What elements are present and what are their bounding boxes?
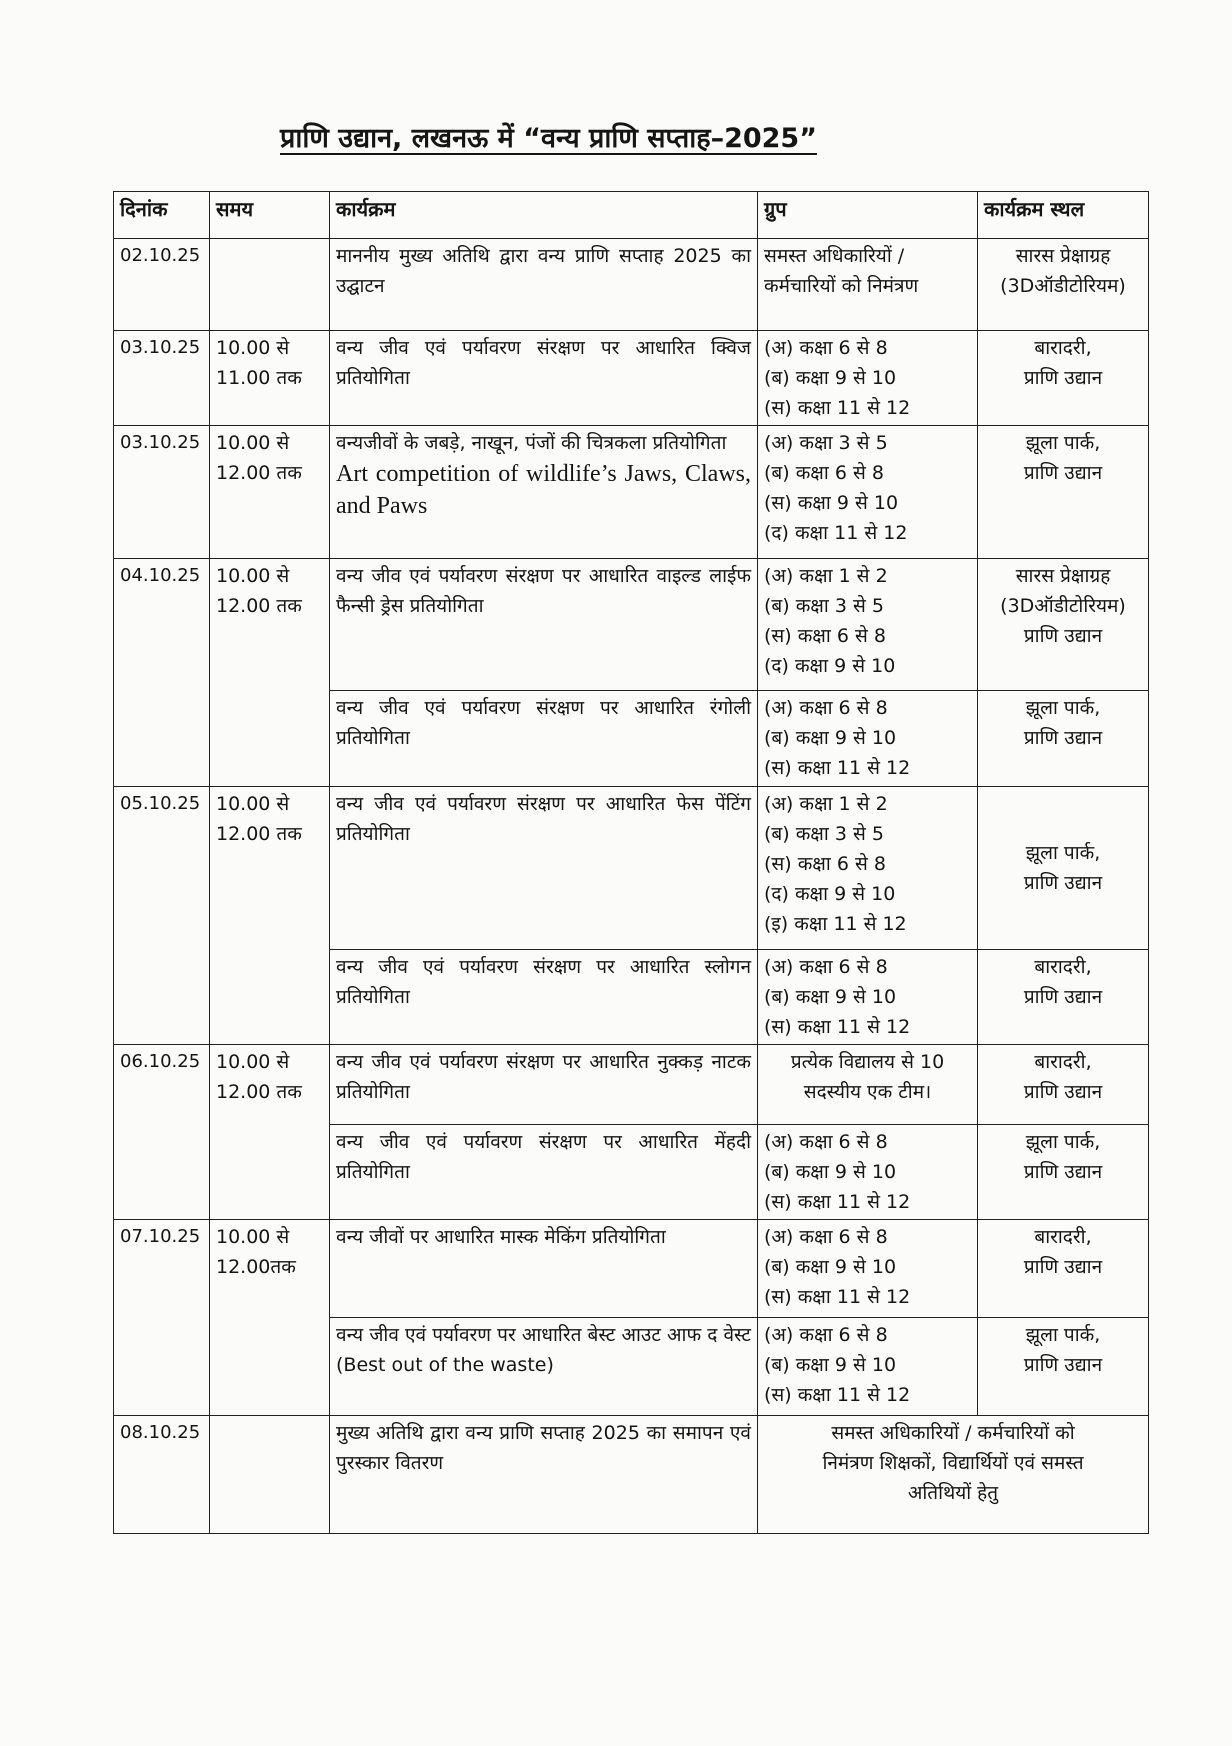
venue-cell <box>978 950 1149 1045</box>
group-line: (स) कक्षा 11 से 12 <box>764 1286 911 1308</box>
venue-cell <box>978 1318 1149 1416</box>
venue-line: झूला पार्क, <box>1025 842 1101 864</box>
program-cell: वन्य जीव एवं पर्यावरण संरक्षण पर आधारित स्लोगन प्रतियोगिता <box>330 950 758 1045</box>
group-line: (अ) कक्षा 6 से 8 <box>764 337 888 359</box>
group-cell <box>758 1318 978 1416</box>
program-cell: वन्य जीवों पर आधारित मास्क मेकिंग प्रतियोगिता <box>330 1220 758 1318</box>
venue-cell <box>978 787 1149 950</box>
group-line: (ब) कक्षा 3 से 5 <box>764 823 884 845</box>
program-cell: वन्य जीव एवं पर्यावरण संरक्षण पर आधारित रंगोली प्रतियोगिता <box>330 691 758 787</box>
group-cell <box>758 426 978 559</box>
venue-line: प्राणि उद्यान <box>1023 462 1103 484</box>
venue-line: प्राणि उद्यान <box>1023 1081 1103 1103</box>
group-line: (ब) कक्षा 9 से 10 <box>764 1354 897 1376</box>
venue-line: (3Dऑडीटोरियम) <box>1000 275 1126 297</box>
program-cell: वन्य जीव एवं पर्यावरण संरक्षण पर आधारित फेस पेंटिंग प्रतियोगिता <box>330 787 758 950</box>
group-line: समस्त अधिकारियों / <box>764 245 905 267</box>
schedule-table <box>113 191 1149 1534</box>
venue-line: प्राणि उद्यान <box>1023 1354 1103 1376</box>
venue-line: झूला पार्क, <box>1025 1131 1101 1153</box>
date-cell: 05.10.25 <box>114 787 210 1045</box>
program-cell <box>330 426 758 559</box>
group-line: (अ) कक्षा 1 से 2 <box>764 793 888 815</box>
header-group: ग्रुप <box>758 192 978 239</box>
group-line: (ब) कक्षा 3 से 5 <box>764 595 884 617</box>
venue-cell <box>978 426 1149 559</box>
group-line: (अ) कक्षा 6 से 8 <box>764 1131 888 1153</box>
group-line: (ब) कक्षा 6 से 8 <box>764 462 884 484</box>
table-row <box>114 1220 1149 1318</box>
program-cell: वन्य जीव एवं पर्यावरण संरक्षण पर आधारित मेंहदी प्रतियोगिता <box>330 1125 758 1220</box>
group-line: प्रत्येक विद्यालय से 10 <box>790 1051 945 1073</box>
time-cell: 10.00 से 12.00 तक <box>210 559 330 787</box>
group-venue-line: निमंत्रण शिक्षकों, विद्यार्थियों एवं समस्त <box>822 1452 1084 1474</box>
venue-cell <box>978 691 1149 787</box>
venue-line: सारस प्रेक्षाग्रह <box>1015 565 1111 587</box>
table-row <box>114 426 1149 559</box>
group-line: (अ) कक्षा 6 से 8 <box>764 956 888 978</box>
venue-line: बारादरी, <box>1034 337 1092 359</box>
time-cell: 10.00 से 11.00 तक <box>210 331 330 426</box>
program-cell: मुख्य अतिथि द्वारा वन्य प्राणि सप्ताह 2025 का समापन एवं पुरस्कार वितरण <box>330 1416 758 1534</box>
group-line: (ब) कक्षा 9 से 10 <box>764 727 897 749</box>
date-cell: 06.10.25 <box>114 1045 210 1220</box>
venue-line: प्राणि उद्यान <box>1023 625 1103 647</box>
group-line: (स) कक्षा 9 से 10 <box>764 492 899 514</box>
group-cell <box>758 787 978 950</box>
table-row <box>114 239 1149 331</box>
program-cell: वन्य जीव एवं पर्यावरण संरक्षण पर आधारित क्विज प्रतियोगिता <box>330 331 758 426</box>
venue-line: प्राणि उद्यान <box>1023 872 1103 894</box>
venue-line: झूला पार्क, <box>1025 432 1101 454</box>
group-line: (द) कक्षा 11 से 12 <box>764 522 908 544</box>
table-row <box>114 1416 1149 1534</box>
date-cell: 03.10.25 <box>114 331 210 426</box>
date-cell: 08.10.25 <box>114 1416 210 1534</box>
group-venue-line: समस्त अधिकारियों / कर्मचारियों को <box>831 1422 1075 1444</box>
program-cell: माननीय मुख्य अतिथि द्वारा वन्य प्राणि सप्ताह 2025 का उद्घाटन <box>330 239 758 331</box>
time-cell <box>210 239 330 331</box>
table-row <box>114 331 1149 426</box>
venue-line: सारस प्रेक्षाग्रह <box>1015 245 1111 267</box>
group-cell <box>758 1045 978 1125</box>
time-cell: 10.00 से 12.00तक <box>210 1220 330 1416</box>
header-venue: कार्यक्रम स्थल <box>978 192 1149 239</box>
group-cell <box>758 950 978 1045</box>
venue-line: प्राणि उद्यान <box>1023 986 1103 1008</box>
group-cell <box>758 1220 978 1318</box>
date-cell: 02.10.25 <box>114 239 210 331</box>
group-line: (ब) कक्षा 9 से 10 <box>764 367 897 389</box>
header-program: कार्यक्रम <box>330 192 758 239</box>
group-venue-cell <box>758 1416 1149 1534</box>
date-cell: 07.10.25 <box>114 1220 210 1416</box>
group-cell <box>758 559 978 691</box>
group-line: (अ) कक्षा 6 से 8 <box>764 697 888 719</box>
group-line: (अ) कक्षा 6 से 8 <box>764 1324 888 1346</box>
group-line: (स) कक्षा 11 से 12 <box>764 1016 911 1038</box>
program-text: वन्यजीवों के जबड़े, नाखून, पंजों की चित्रकला प्रतियोगिता <box>336 432 727 454</box>
time-cell: 10.00 से 12.00 तक <box>210 426 330 559</box>
group-line: (स) कक्षा 11 से 12 <box>764 757 911 779</box>
group-line: (द) कक्षा 9 से 10 <box>764 655 896 677</box>
group-line: कर्मचारियों को निमंत्रण <box>764 275 919 297</box>
date-cell: 03.10.25 <box>114 426 210 559</box>
venue-cell <box>978 1125 1149 1220</box>
time-cell: 10.00 से 12.00 तक <box>210 1045 330 1220</box>
group-line: (स) कक्षा 6 से 8 <box>764 853 886 875</box>
table-row <box>114 1045 1149 1125</box>
venue-line: बारादरी, <box>1034 1226 1092 1248</box>
venue-line: प्राणि उद्यान <box>1023 1256 1103 1278</box>
program-cell: वन्य जीव एवं पर्यावरण संरक्षण पर आधारित नुक्कड़ नाटक प्रतियोगिता <box>330 1045 758 1125</box>
group-line: (अ) कक्षा 1 से 2 <box>764 565 888 587</box>
table-row <box>114 787 1149 950</box>
venue-cell <box>978 1045 1149 1125</box>
venue-line: बारादरी, <box>1034 1051 1092 1073</box>
program-text-english: Art competition of wildlife’s Jaws, Claws, and Paws <box>336 461 751 519</box>
date-cell: 04.10.25 <box>114 559 210 787</box>
venue-line: झूला पार्क, <box>1025 697 1101 719</box>
group-line: (ब) कक्षा 9 से 10 <box>764 986 897 1008</box>
group-line: (ब) कक्षा 9 से 10 <box>764 1256 897 1278</box>
group-line: (अ) कक्षा 6 से 8 <box>764 1226 888 1248</box>
header-time: समय <box>210 192 330 239</box>
group-line: (स) कक्षा 11 से 12 <box>764 1191 911 1213</box>
group-line: सदस्यीय एक टीम। <box>803 1081 932 1103</box>
program-cell: वन्य जीव एवं पर्यावरण पर आधारित बेस्ट आउट आफ द वेस्ट (Best out of the waste) <box>330 1318 758 1416</box>
group-cell <box>758 331 978 426</box>
group-line: (द) कक्षा 9 से 10 <box>764 883 896 905</box>
group-line: (अ) कक्षा 3 से 5 <box>764 432 888 454</box>
header-date: दिनांक <box>114 192 210 239</box>
venue-line: झूला पार्क, <box>1025 1324 1101 1346</box>
time-cell: 10.00 से 12.00 तक <box>210 787 330 1045</box>
group-cell <box>758 1125 978 1220</box>
group-line: (ब) कक्षा 9 से 10 <box>764 1161 897 1183</box>
venue-cell <box>978 1220 1149 1318</box>
venue-line: (3Dऑडीटोरियम) <box>1000 595 1126 617</box>
venue-line: बारादरी, <box>1034 956 1092 978</box>
header-row <box>114 192 1149 239</box>
document-title: प्राणि उद्यान, लखनऊ में “वन्य प्राणि सप्ताह–2025” <box>280 123 817 154</box>
venue-cell <box>978 331 1149 426</box>
venue-cell <box>978 239 1149 331</box>
group-line: (स) कक्षा 11 से 12 <box>764 1384 911 1406</box>
group-line: (इ) कक्षा 11 से 12 <box>764 913 907 935</box>
venue-line: प्राणि उद्यान <box>1023 367 1103 389</box>
table-row <box>114 559 1149 691</box>
group-cell <box>758 691 978 787</box>
group-line: (स) कक्षा 6 से 8 <box>764 625 886 647</box>
venue-line: प्राणि उद्यान <box>1023 727 1103 749</box>
group-venue-line: अतिथियों हेतु <box>907 1482 999 1504</box>
venue-line: प्राणि उद्यान <box>1023 1161 1103 1183</box>
venue-cell <box>978 559 1149 691</box>
time-cell <box>210 1416 330 1534</box>
group-cell <box>758 239 978 331</box>
group-line: (स) कक्षा 11 से 12 <box>764 397 911 419</box>
program-cell: वन्य जीव एवं पर्यावरण संरक्षण पर आधारित वाइल्ड लाईफ फैन्सी ड्रेस प्रतियोगिता <box>330 559 758 691</box>
